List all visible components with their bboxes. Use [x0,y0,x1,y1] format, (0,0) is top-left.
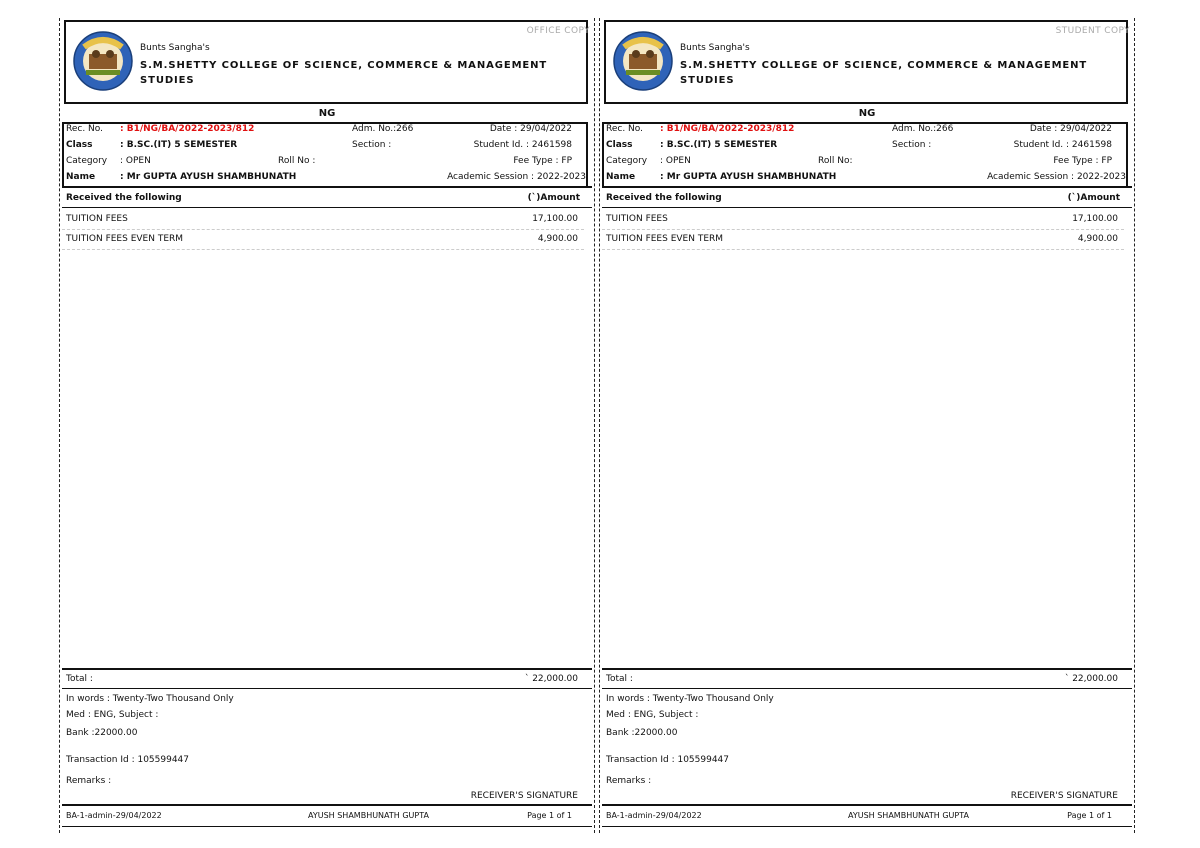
transaction-id: Transaction Id : 105599447 [66,755,190,765]
footer-student: AYUSH SHAMBHUNATH GUPTA [308,811,429,820]
receiver-signature: RECEIVER'S SIGNATURE [1010,791,1118,801]
fee-type: Fee Type : FP [513,156,572,166]
category-value: : OPEN [120,156,151,166]
footer-page: Page 1 of 1 [1067,811,1112,820]
name-label: Name [606,172,636,182]
student-id: Student Id. : 2461598 [1013,140,1112,150]
copy-label: OFFICE COPY [526,26,590,36]
fee-item: TUITION FEES EVEN TERM [606,234,724,244]
class-label: Class [66,140,93,150]
bank-amount: Bank :22000.00 [606,728,678,738]
category-label: Category [66,156,108,166]
receipt-date: Date : 29/04/2022 [489,124,572,134]
total-value: ` 22,000.00 [1064,674,1118,684]
right-border [594,18,595,833]
divider [62,186,592,188]
office-copy-receipt [62,18,592,833]
table-header-amount: (`)Amount [1067,193,1120,203]
divider [602,804,1132,806]
table-header-left: Received the following [66,193,182,203]
divider [602,186,1132,188]
adm-no: Adm. No.:266 [352,124,414,134]
table-header-amount: (`)Amount [527,193,580,203]
fee-item: TUITION FEES [66,214,128,224]
college-header [604,20,1128,104]
fee-amount: 17,100.00 [1072,214,1118,224]
footer-reference: BA-1-admin-29/04/2022 [606,811,702,820]
row-separator [62,229,584,230]
college-header [64,20,588,104]
fee-item: TUITION FEES EVEN TERM [66,234,184,244]
left-border [59,18,60,833]
category-value: : OPEN [660,156,691,166]
adm-no: Adm. No.:266 [892,124,954,134]
roll-no: Roll No : [278,156,316,166]
student-name: : Mr GUPTA AYUSH SHAMBHUNATH [120,172,297,182]
divider [62,207,592,208]
row-separator [602,229,1124,230]
student-name: : Mr GUPTA AYUSH SHAMBHUNATH [660,172,837,182]
name-label: Name [66,172,96,182]
college-prefix: Bunts Sangha's [140,43,210,53]
total-label: Total : [66,674,93,684]
college-name: S.M.SHETTY COLLEGE OF SCIENCE, COMMERCE & MANAGEMENT STUDIES [140,60,548,86]
academic-session: Academic Session : 2022-2023 [447,172,586,182]
receipt-date: Date : 29/04/2022 [1029,124,1112,134]
divider [602,207,1132,208]
divider [602,668,1132,670]
transaction-id: Transaction Id : 105599447 [606,755,730,765]
footer-page: Page 1 of 1 [527,811,572,820]
footer-reference: BA-1-admin-29/04/2022 [66,811,162,820]
section: Section : [352,140,392,150]
divider [62,668,592,670]
amount-in-words: In words : Twenty-Two Thousand Only [606,694,774,704]
divider [602,826,1132,827]
footer-student: AYUSH SHAMBHUNATH GUPTA [848,811,969,820]
divider [62,688,592,689]
divider [62,804,592,806]
remarks: Remarks : [606,776,652,786]
student-copy-receipt [602,18,1132,833]
class-label: Class [606,140,633,150]
rec-no-value: : B1/NG/BA/2022-2023/812 [120,124,255,134]
medium-subject: Med : ENG, Subject : [606,710,699,720]
fee-amount: 4,900.00 [1077,234,1118,244]
college-logo-icon [612,30,674,92]
student-id: Student Id. : 2461598 [473,140,572,150]
college-name: S.M.SHETTY COLLEGE OF SCIENCE, COMMERCE & MANAGEMENT STUDIES [680,60,1088,86]
branch-code: NG [318,108,336,119]
bank-amount: Bank :22000.00 [66,728,138,738]
fee-item: TUITION FEES [606,214,668,224]
row-separator [62,249,584,250]
remarks: Remarks : [66,776,112,786]
divider [62,826,592,827]
receiver-signature: RECEIVER'S SIGNATURE [470,791,578,801]
rec-no-label: Rec. No. [606,124,643,134]
college-logo-icon [72,30,134,92]
rec-no-value: : B1/NG/BA/2022-2023/812 [660,124,795,134]
right-border [1134,18,1135,833]
fee-amount: 4,900.00 [537,234,578,244]
divider [602,688,1132,689]
academic-session: Academic Session : 2022-2023 [987,172,1126,182]
class-value: : B.SC.(IT) 5 SEMESTER [120,140,238,150]
class-value: : B.SC.(IT) 5 SEMESTER [660,140,778,150]
fee-type: Fee Type : FP [1053,156,1112,166]
medium-subject: Med : ENG, Subject : [66,710,159,720]
copy-label: STUDENT COPY [1055,26,1130,36]
category-label: Category [606,156,648,166]
college-prefix: Bunts Sangha's [680,43,750,53]
row-separator [602,249,1124,250]
total-value: ` 22,000.00 [524,674,578,684]
rec-no-label: Rec. No. [66,124,103,134]
amount-in-words: In words : Twenty-Two Thousand Only [66,694,234,704]
left-border [599,18,600,833]
roll-no: Roll No: [818,156,853,166]
fee-amount: 17,100.00 [532,214,578,224]
section: Section : [892,140,932,150]
table-header-left: Received the following [606,193,722,203]
total-label: Total : [606,674,633,684]
branch-code: NG [858,108,876,119]
